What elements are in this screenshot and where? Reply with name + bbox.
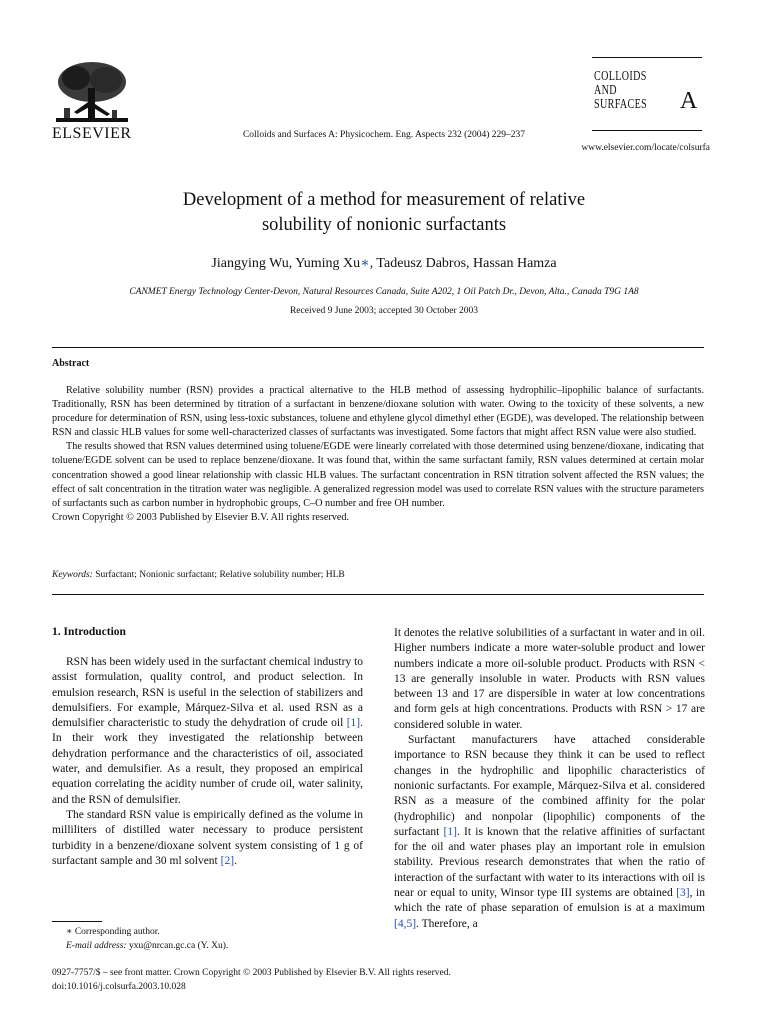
corresponding-author-marker[interactable]: ∗	[360, 256, 370, 271]
right-column	[394, 626, 705, 932]
text-run: Surfactant manufacturers have attached considerable importance to RSN because they think it can be used to reflect changes in the hydrophilic and lipophilic characteristics of nonionic surfactants. For example, Márquez-Silva et al. considered RSN as a measure of the combined affinity for the polar (hydrophilic) and nonpolar (lipophilic) components of the surfactant	[394, 734, 705, 838]
journal-section-letter: A	[680, 88, 698, 114]
text-run: . It is known that the relative affinities of surfactant for the oil and water phases play an important role in emulsion stability. Previous research demonstrates that when the ratio of interaction of the surfactant with water to its interactions with oil is near or equal to unity, Winsor type III systems are obtained	[394, 825, 705, 900]
citation-link[interactable]: [1]	[443, 825, 457, 838]
citation-link[interactable]: [2]	[220, 854, 235, 867]
title-line-2: solubility of nonionic surfactants	[261, 215, 507, 235]
doi-link[interactable]: doi:10.1016/j.colsurfa.2003.10.028	[52, 982, 186, 992]
article-title	[0, 188, 768, 238]
author-affiliation: CANMET Energy Technology Center-Devon, Natural Resources Canada, Suite A202, 1 Oil Patch Dr., Devon, Alta., Canada T9G 1A8	[129, 287, 639, 297]
keywords-values: Surfactant; Nonionic surfactant; Relative solubility number; HLB	[92, 570, 345, 580]
text-run: RSN has been widely used in the surfactant chemical industry to assist formulation, quality control, and product selection. In emulsion research, RSN is useful in the selection of stabilizers and demulsifiers. For example, Márquez-Silva et al. used RSN as a demulsifier characteristic to study the dehydration of crude oil	[52, 656, 364, 730]
abstract-copyright: Crown Copyright © 2003 Published by Elsevier B.V. All rights reserved.	[52, 511, 350, 523]
author-list	[0, 255, 768, 272]
citation-link[interactable]: [1]	[346, 717, 361, 730]
keywords-line	[52, 570, 345, 580]
citation-link[interactable]: [4,5]	[394, 917, 417, 930]
left-column	[52, 655, 363, 869]
text-run: .	[234, 854, 237, 867]
authors-pre: Jiangying Wu, Yuming Xu	[211, 256, 361, 271]
email-line	[66, 939, 228, 953]
intro-paragraph-1	[52, 655, 363, 808]
corresponding-author-note: ∗ Corresponding author.	[66, 927, 160, 937]
email-address-link[interactable]: yxu@nrcan.gc.ca (Y. Xu).	[126, 941, 229, 951]
elsevier-tree-logo-icon	[52, 60, 132, 128]
journal-reference: Colloids and Surfaces A: Physicochem. Eng. Aspects 232 (2004) 229–237	[242, 130, 526, 140]
abstract-paragraph-1: Relative solubility number (RSN) provides a practical alternative to the HLB method of assessing hydrophilic–lipophilic balance of surfactants. Traditionally, RSN has been determined by titration of a surfactant in benzene/dioxane solution with water. Owing to the toxicity of these solvents, a new procedure for determination of RSN, using less-toxic substances, toluene and ethylene glycol dimethyl ether (EGDE), was developed. The relationship between RSN and classic HLB values for some well-characterized classes of surfactants was investigated. Some factors that might affect RSN value were also studied.	[52, 385, 704, 439]
footnote	[52, 925, 228, 953]
section-heading-introduction: 1. Introduction	[52, 626, 126, 638]
intro-paragraph-3: It denotes the relative solubilities of a surfactant in water and in oil. Higher numbers indicate a more water-soluble product and lower numbers indicate a more oil-soluble product. Products with RSN < 13 are generally insoluble in water. Products with RSN values between 13 and 17 are dispersible in water at low concentrations and form gels at high concentrations. Products with RSN > 17 are considered soluble in water.	[394, 627, 705, 731]
journal-website-link[interactable]: www.elsevier.com/locate/colsurfa	[581, 143, 710, 153]
journal-name: COLLOIDS AND SURFACES	[594, 69, 648, 112]
footnote-divider	[52, 921, 102, 922]
abstract-paragraph-2: The results showed that RSN values determined using toluene/EGDE were linearly correlated with those determined using benzene/dioxane, indicating that toluene/EGDE solvent can be used to replace benzene/dioxane. It was found that, within the same surfactant family, RSN values determined at certain molar concentration showed a good linear relationship with classic HLB values. The surfactant concentration in RSN titration solvent affected the RSN values; the effect of salt concentration in the titration water was negligible. A generalized regression model was used to correlate RSN values with the structure parameters of surfactants such as carbon number in hydrophobic groups, C–O number and free OH number.	[52, 441, 704, 509]
intro-paragraph-2	[52, 808, 363, 869]
intro-paragraph-4	[394, 733, 705, 932]
authors-post: , Tadeusz Dabros, Hassan Hamza	[369, 256, 557, 271]
publisher-name: ELSEVIER	[52, 125, 132, 142]
citation-link[interactable]: [3]	[676, 887, 690, 900]
issn-line: 0927-7757/$ – see front matter. Crown Copyright © 2003 Published by Elsevier B.V. All rights reserved.	[52, 968, 451, 978]
text-run: . In their work they investigated the relationship between dehydration performance and the characteristics of oil, associated water, and demulsifier. As a result, they proposed an empirical equation correlating the acidity number of crude oil, water salinity, and the RSN of demulsifier.	[52, 717, 363, 806]
text-run: . Therefore, a	[416, 917, 478, 930]
received-dates: Received 9 June 2003; accepted 30 October 2003	[289, 306, 479, 316]
abstract-bottom-divider	[52, 594, 704, 595]
email-label: E-mail address:	[66, 941, 127, 951]
bottom-metadata	[52, 966, 451, 994]
text-run: , in which the rate of phase separation of emulsion is at a maximum	[394, 887, 705, 915]
abstract-heading: Abstract	[52, 358, 90, 369]
abstract-top-divider	[52, 347, 704, 348]
keywords-label: Keywords:	[52, 570, 93, 580]
abstract-body	[52, 384, 704, 525]
text-run: The standard RSN value is empirically defined as the volume in milliliters of distilled water necessary to produce persistent turbidity in a benzene/dioxane solvent system consisting of 1 g of surfactant sample and 30 ml solvent	[52, 808, 363, 867]
title-line-1: Development of a method for measurement of relative	[182, 190, 586, 210]
